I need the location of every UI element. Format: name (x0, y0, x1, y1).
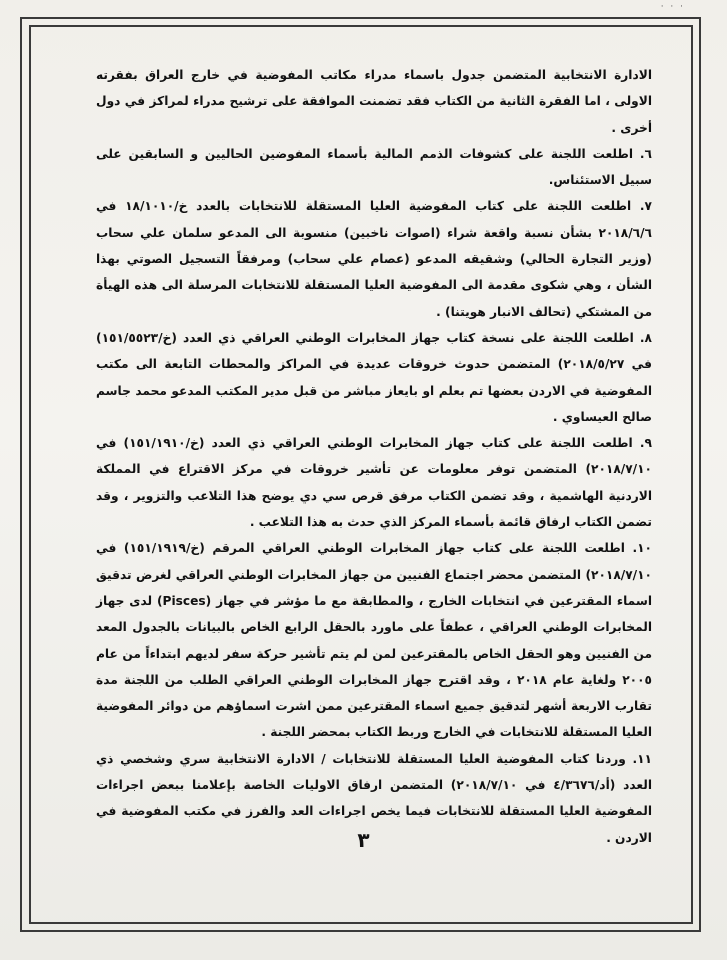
paragraph-item-11: ١١. وردنا كتاب المفوضية العليا المستقلة للانتخابات / الادارة الانتخابية سري وشخصي ذي العدد (أد/٤/٣٦٧٦ في ٢٠١٨/٧/١٠) المتضمن ارفاق الاوليات الخاصة بإعلامنا ببعض اجراءات المفوضية العليا المستقلة للانتخابات فيما يخص اجراءات العد والفرز في مكتب المفوضية في الاردن . (96, 751, 653, 845)
paragraph-item-10: ١٠. اطلعت اللجنة على كتاب جهاز المخابرات الوطني العراقي المرقم (خ/١٥١/١٩١٩) في ٢٠١٨/٧/١٠) المتضمن محضر اجتماع الفنيين من جهاز المخابرات الوطني العراقي لغرض تدقيق اسماء المقترعين في انتخابات الخارج ، والمطابقة مع ما مؤشر في جهاز (Pisces) لدى جهاز المخابرات الوطني العراقي ، عطفاً على ماورد بالحقل الرابع الخاص بالبيانات بالجدول المعد من الفنيين وهو الحقل الخاص بالمقترعين لمن لم يتم تأشير حركة سفر لديهم ابتداءاً من عام ٢٠٠٥ ولغاية عام ٢٠١٨ ، وقد اقترح جهاز المخابرات الوطني العراقي الطلب من اللجنة مدة تقارب الاربعة أشهر لتدقيق جميع اسماء المقترعين ممن اشرت اسماؤهم من دوائر المفوضية العليا المستقلة للانتخابات في الخارج وربط الكتاب بمحضر اللجنة . (96, 541, 652, 740)
paragraph-continuation: الادارة الانتخابية المتضمن جدول باسماء مدراء مكاتب المفوضية في خارج العراق بفقرته الاولى ، اما الفقرة الثانية من الكتاب فقد تضمنت الموافقة على ترشيح مدراء لمراكز في دول أخرى . (96, 68, 652, 135)
document-body (96, 62, 652, 851)
paragraph-item-9: ٩. اطلعت اللجنة على كتاب جهاز المخابرات الوطني العراقي ذي العدد (خ/١٥١/١٩١٠) في ٢٠١٨/٧/١٠) المتضمن توفر معلومات عن تأشير خروقات في مركز الاقتراع في المملكة الاردنية الهاشمية ، وقد تضمن الكتاب مرفق قرص سي دي يوضح هذا التلاعب والتزوير ، وقد تضمن الكتاب ارفاق قائمة بأسماء المركز الذي حدث به هذا التلاعب . (96, 436, 652, 530)
page-number: ٣ (357, 828, 370, 852)
paragraph-item-7: ٧. اطلعت اللجنة على كتاب المفوضية العليا المستقلة للانتخابات بالعدد خ/١٨/١٠١٠ في ٢٠١٨/٦/٦ بشأن نسبة واقعة شراء (اصوات ناخبين) منسوبة الى المدعو سلمان علي سحاب (وزير التجارة الحالي) وشقيقه المدعو (عصام علي سحاب) ومرفقاً التسجيل الصوتي بهذا الشأن ، وهي شكوى مقدمة الى المفوضية العليا المستقلة للانتخابات المرسلة الى هذه الهيأة من المشتكي (تحالف الانبار هويتنا) . (96, 199, 652, 319)
paragraph-item-6: ٦. اطلعت اللجنة على كشوفات الذمم المالية بأسماء المفوضين الحاليين و السابقين على سبيل الاستئناس. (96, 146, 652, 188)
corner-marks: · · · (660, 2, 685, 12)
paragraph-item-8: ٨. اطلعت اللجنة على نسخة كتاب جهاز المخابرات الوطني العراقي ذي العدد (خ/١٥١/٥٥٢٣) في ٢٠١٨/٥/٢٧) المتضمن حدوث خروقات عديدة في المراكز والمحطات التابعة الى مكتب المفوضية في الاردن بعضها تم بعلم او بايعاز مباشر من قبل مدير المكتب المدعو محمد جاسم صالح العيساوي . (96, 330, 652, 424)
